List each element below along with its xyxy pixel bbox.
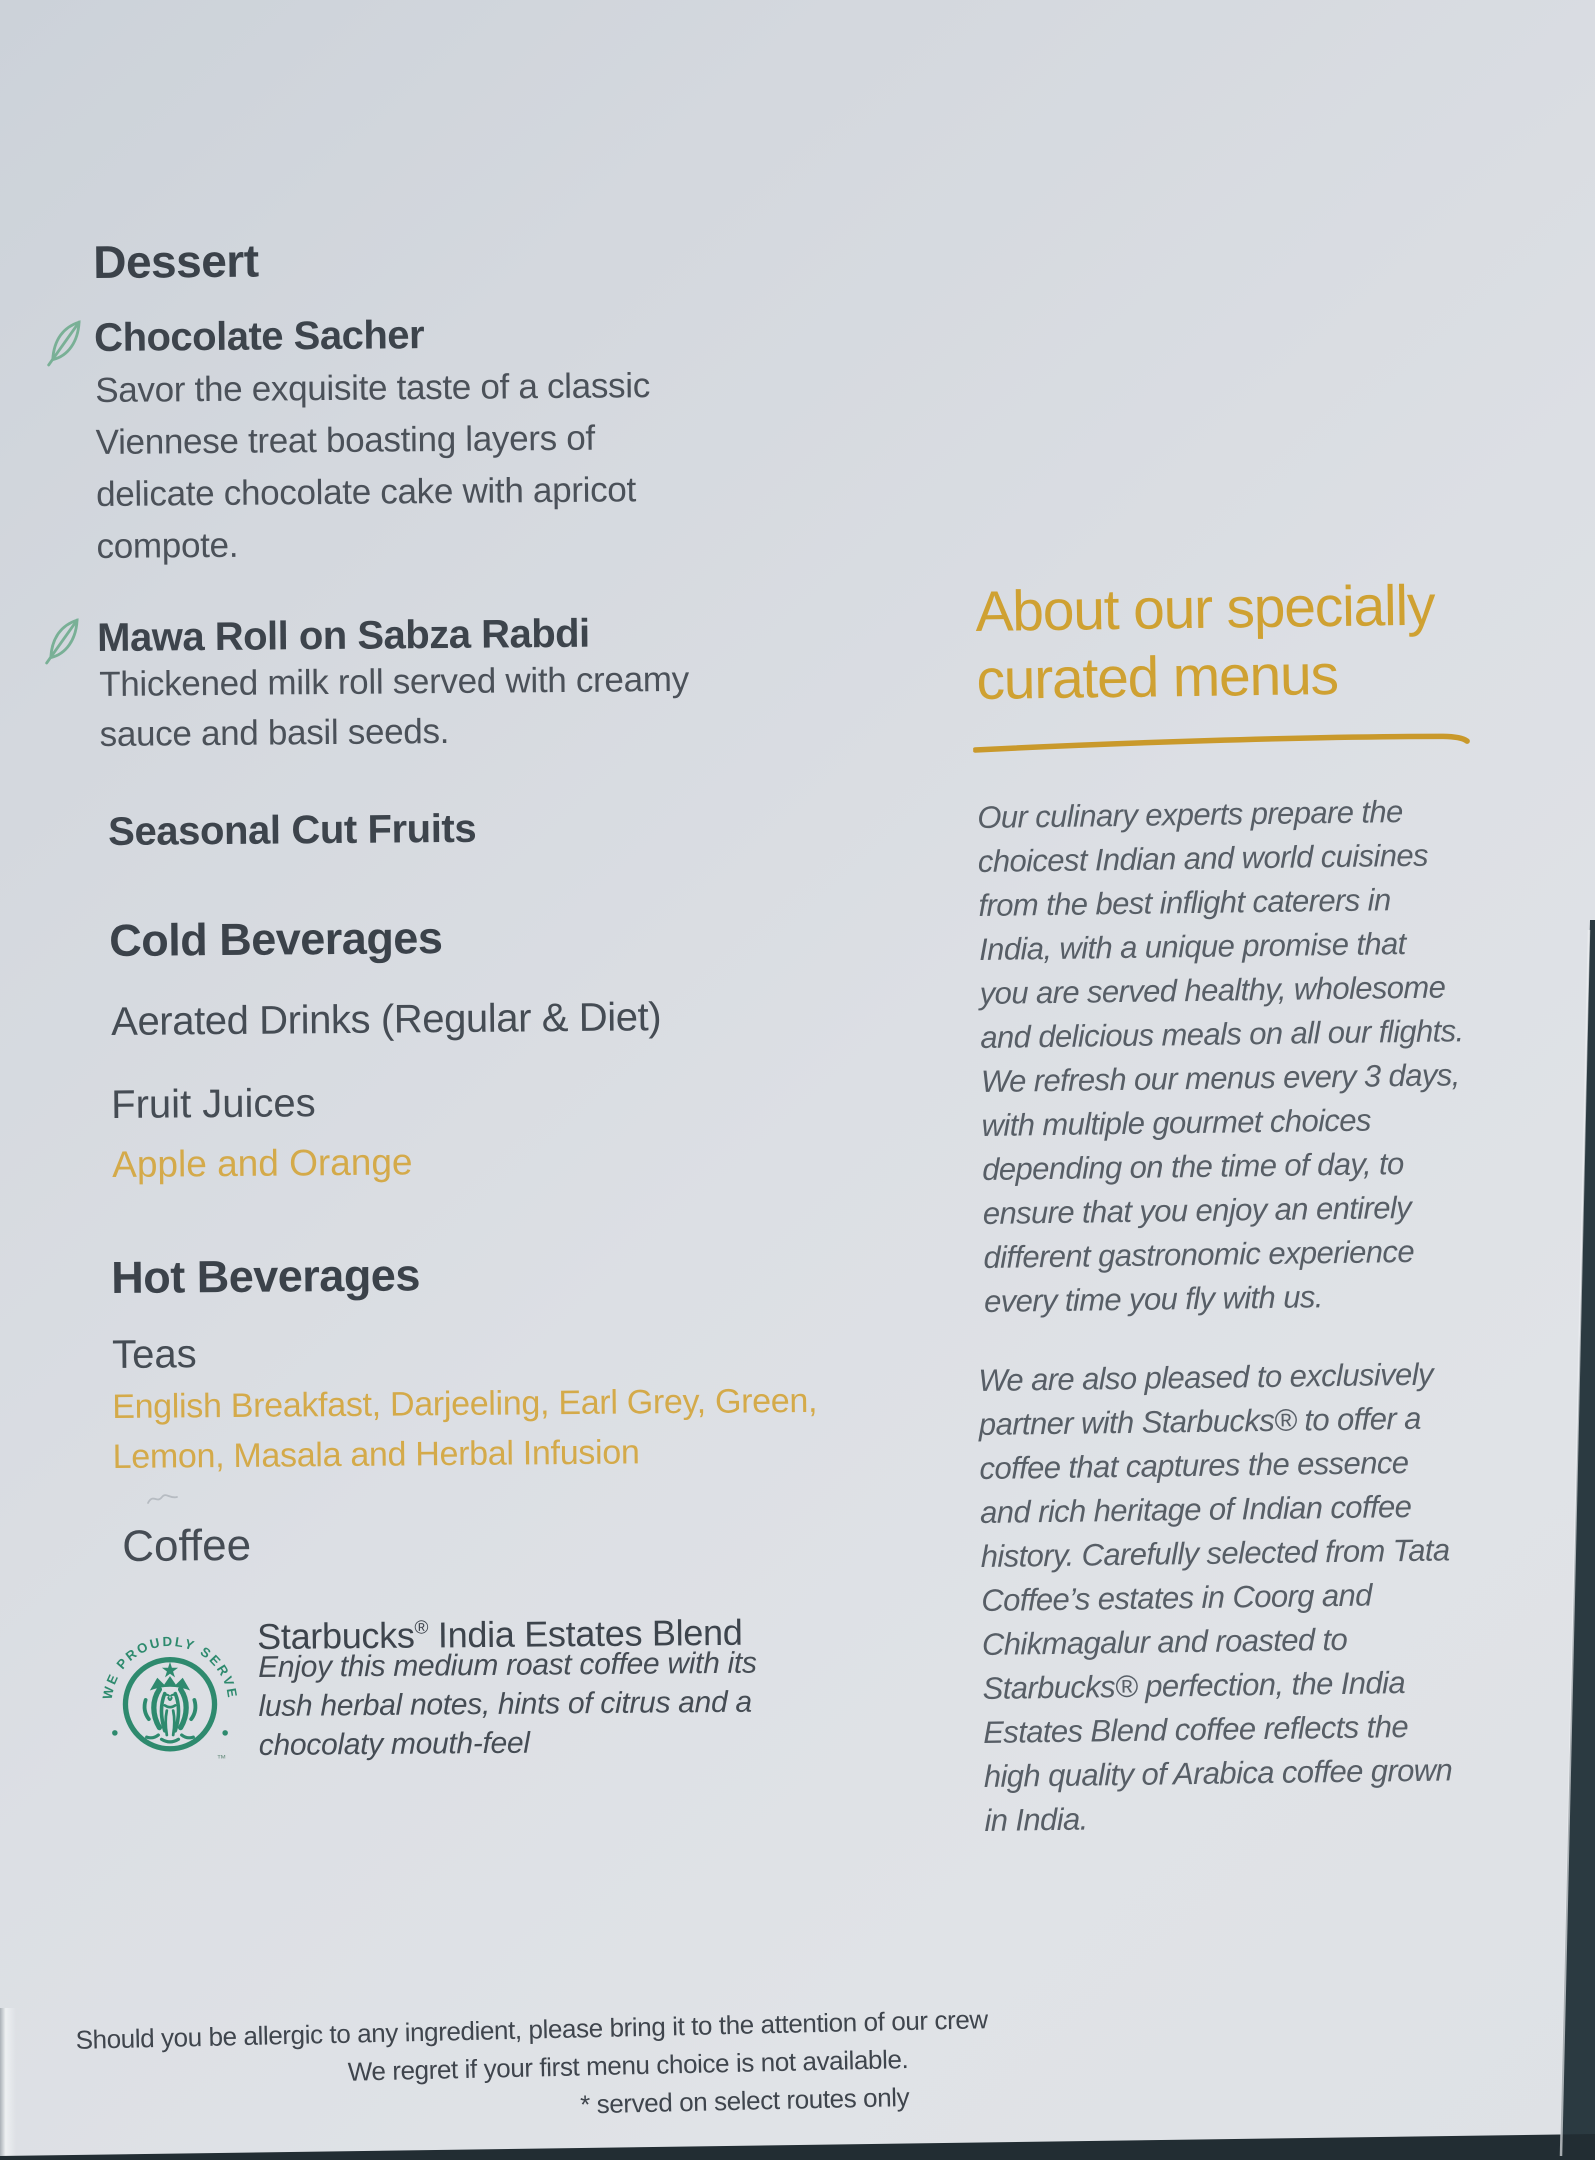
coffee-blend-title: Starbucks® India Estates Blend (257, 1611, 743, 1657)
dish-name-seasonal-cut-fruits: Seasonal Cut Fruits (108, 806, 477, 854)
paragraph-line: Starbucks® perfection, the India (982, 1665, 1406, 1706)
starbucks-we-proudly-serve-logo (100, 1630, 240, 1770)
disclaimer-line: We regret if your first menu choice is not available. (347, 2043, 909, 2087)
paragraph-line: and rich heritage of Indian coffee (979, 1488, 1412, 1530)
section-heading-cold-beverages: Cold Beverages (109, 912, 443, 966)
description-line: sauce and basil seeds. (99, 711, 450, 754)
paragraph-line: in India. (984, 1801, 1088, 1838)
beverage-detail-teas (112, 1376, 818, 1482)
beverage-item-teas: Teas (112, 1332, 197, 1377)
description-line: compote. (96, 525, 239, 566)
dish-description (99, 655, 689, 760)
paragraph-line: and delicious meals on all our flights. (980, 1013, 1464, 1055)
paragraph-line: Our culinary experts prepare the (977, 794, 1403, 835)
starbucks-siren (125, 1660, 214, 1749)
description-line: Thickened milk roll served with creamy (99, 659, 689, 704)
vegetarian-leaf-icon (40, 614, 88, 666)
disclaimer-line: * served on select routes only (579, 2081, 910, 2120)
heading-line: curated menus (975, 642, 1339, 712)
paragraph-line: partner with Starbucks® to offer a (978, 1400, 1421, 1442)
description-line: Enjoy this medium roast coffee with its (258, 1646, 757, 1684)
paragraph-line: different gastronomic experience (983, 1233, 1415, 1275)
logo-dot (222, 1730, 228, 1736)
page-crease-highlight (0, 2008, 16, 2160)
about-paragraph-1 (977, 789, 1468, 1324)
paragraph-line: ensure that you enjoy an entirely (982, 1189, 1412, 1231)
paragraph-line: from the best inflight caterers in (978, 882, 1391, 923)
paragraph-line: choicest Indian and world cuisines (977, 837, 1429, 879)
paragraph-line: you are served healthy, wholesome (979, 969, 1446, 1011)
paragraph-line: Estates Blend coffee reflects the (982, 1709, 1409, 1750)
registered-mark: ® (414, 1617, 429, 1639)
section-heading-hot-beverages: Hot Beverages (111, 1249, 421, 1303)
paragraph-line: with multiple gourmet choices (981, 1102, 1372, 1143)
heading-line: About our specially (975, 573, 1435, 644)
description-line: delicate chocolate cake with apricot (95, 470, 637, 514)
paragraph-line: high quality of Arabica coffee grown (983, 1752, 1453, 1794)
about-paragraph-2 (978, 1352, 1454, 1842)
coffee-blend-description (258, 1644, 758, 1765)
paragraph-line: We are also pleased to exclusively (978, 1356, 1434, 1398)
logo-arc-text: WE PROUDLY SERVE (100, 1633, 240, 1701)
gold-underline-swoosh (973, 730, 1473, 757)
beverage-item-aerated-drinks: Aerated Drinks (Regular & Diet) (111, 995, 662, 1044)
paragraph-line: every time you fly with us. (983, 1279, 1323, 1319)
beverage-detail-fruit-juices: Apple and Orange (112, 1141, 413, 1185)
vegetarian-leaf-icon (42, 316, 90, 368)
allergy-disclaimer (75, 2002, 989, 2135)
beverage-item-coffee: Coffee (122, 1520, 252, 1571)
description-line: chocolaty mouth-feel (258, 1726, 530, 1762)
pencil-squiggle-mark (146, 1488, 180, 1510)
description-line: English Breakfast, Darjeeling, Earl Grey, Green, (112, 1381, 818, 1426)
description-line: Lemon, Masala and Herbal Infusion (112, 1433, 640, 1476)
description-line: Viennese treat boasting layers of (95, 418, 596, 462)
paragraph-line: We refresh our menus every 3 days, (980, 1057, 1460, 1099)
disclaimer-line: Should you be allergic to any ingredient, please bring it to the attention of our crew (75, 2004, 989, 2055)
paragraph-line: Coffee’s estates in Coorg and (981, 1577, 1373, 1618)
paragraph-line: coffee that captures the essence (979, 1445, 1409, 1486)
paragraph-line: history. Carefully selected from Tata (980, 1532, 1450, 1574)
logo-dot (112, 1730, 118, 1736)
paragraph-line: depending on the time of day, to (981, 1146, 1404, 1187)
description-line: lush herbal notes, hints of citrus and a (258, 1685, 752, 1723)
beverage-item-fruit-juices: Fruit Juices (111, 1081, 316, 1127)
paragraph-line: India, with a unique promise that (978, 926, 1406, 967)
dish-description (95, 360, 652, 573)
dish-name: Mawa Roll on Sabza Rabdi (97, 611, 590, 660)
paragraph-line: Chikmagalur and roasted to (981, 1621, 1348, 1662)
dish-name: Chocolate Sacher (94, 313, 425, 360)
section-heading-dessert: Dessert (93, 234, 259, 288)
trademark-symbol: ™ (216, 1753, 227, 1765)
about-section-heading (975, 572, 1436, 714)
description-line: Savor the exquisite taste of a classic (95, 366, 651, 410)
